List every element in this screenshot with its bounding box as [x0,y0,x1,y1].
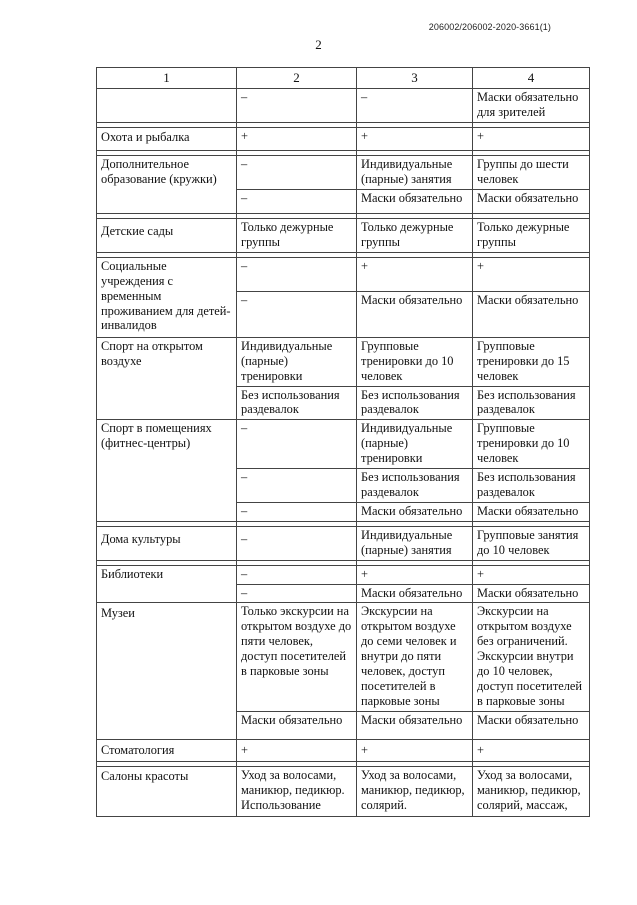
stage2-cell: – [237,291,357,337]
stage2-cell: – [237,584,357,603]
table-row [97,337,590,386]
stage2-cell: – [237,502,357,521]
stage3-cell: Без использования раздевалок [357,469,473,503]
column-header: 1 [97,68,237,89]
stage4-cell: + [473,565,590,584]
header-row [97,68,590,89]
stage2-cell: Без использования раздевалок [237,386,357,420]
stage3-cell: Маски обязательно [357,584,473,603]
stage4-cell: Маски обязательно [473,291,590,337]
stage2-cell: – [237,155,357,189]
category-cell: Музеи [97,603,237,739]
column-header: 2 [237,68,357,89]
stage3-cell: Маски обязательно [357,711,473,739]
stage4-cell: Групповые занятия до 10 человек [473,526,590,560]
stage2-cell: + [237,127,357,150]
stage4-cell: Маски обязательно для зрителей [473,89,590,123]
stage4-cell: Групповые тренировки до 15 человек [473,337,590,386]
stage3-cell: Экскурсии на открытом воздухе до семи человек и внутри до пяти человек, доступ посетителей в парковые зоны [357,603,473,711]
table-row [97,127,590,150]
category-cell: Салоны красоты [97,766,237,816]
category-cell: Детские сады [97,218,237,252]
stage4-cell: Уход за волосами, маникюр, педикюр, солярий, массаж, [473,766,590,816]
stage4-cell: + [473,127,590,150]
table-row [97,526,590,560]
table-row [97,603,590,711]
stage2-cell: Маски обязательно [237,711,357,739]
stage4-cell: + [473,257,590,291]
stage3-cell: Индивидуальные (парные) занятия [357,155,473,189]
stage3-cell: Групповые тренировки до 10 человек [357,337,473,386]
category-cell: Стоматология [97,739,237,761]
stage3-cell: Маски обязательно [357,189,473,213]
stage2-cell: Только экскурсии на открытом воздухе до пяти человек, доступ посетителей в парковые зоны [237,603,357,711]
stage4-cell: Маски обязательно [473,189,590,213]
stage4-cell: Без использования раздевалок [473,386,590,420]
category-cell: Социальные учреждения с временным проживанием для детей-инвалидов [97,257,237,337]
stage3-cell: Маски обязательно [357,291,473,337]
stage4-cell: Маски обязательно [473,584,590,603]
stage4-cell: Маски обязательно [473,711,590,739]
column-header: 4 [473,68,590,89]
category-cell: Дома культуры [97,526,237,560]
category-cell: Спорт в помещениях (фитнес-центры) [97,420,237,521]
stage4-cell: Группы до шести человек [473,155,590,189]
stage4-cell: Только дежурные группы [473,218,590,252]
stage2-cell: + [237,739,357,761]
stage3-cell: – [357,89,473,123]
stage3-cell: + [357,565,473,584]
stage4-cell: + [473,739,590,761]
stage4-cell: Без использования раздевалок [473,469,590,503]
stage4-cell: Маски обязательно [473,502,590,521]
restrictions-table [96,67,590,817]
stage3-cell: + [357,127,473,150]
stage2-cell: – [237,565,357,584]
stage3-cell: Без использования раздевалок [357,386,473,420]
stage3-cell: + [357,739,473,761]
stage3-cell: Уход за волосами, маникюр, педикюр, солярий. [357,766,473,816]
stage3-cell: Маски обязательно [357,502,473,521]
stage2-cell: – [237,526,357,560]
stage4-cell: Экскурсии на открытом воздухе без ограничений. Экскурсии внутри до 10 человек, доступ посетителей в парковые зоны [473,603,590,711]
document-id: 206002/206002-2020-3661(1) [428,22,551,32]
category-cell: Дополнительное образование (кружки) [97,155,237,213]
table-row [97,155,590,189]
stage3-cell: Индивидуальные (парные) занятия [357,526,473,560]
table-row [97,739,590,761]
stage3-cell: Только дежурные группы [357,218,473,252]
category-cell: Охота и рыбалка [97,127,237,150]
table-row [97,420,590,469]
stage2-cell: – [237,469,357,503]
table-row [97,766,590,816]
stage3-cell: Индивидуальные (парные) тренировки [357,420,473,469]
table-row [97,257,590,291]
page-number: 2 [315,37,322,52]
stage4-cell: Групповые тренировки до 10 человек [473,420,590,469]
stage2-cell: – [237,420,357,469]
stage2-cell: Уход за волосами, маникюр, педикюр. Использование [237,766,357,816]
category-cell: Библиотеки [97,565,237,603]
stage2-cell: Только дежурные группы [237,218,357,252]
category-cell: Спорт на открытом воздухе [97,337,237,420]
column-header: 3 [357,68,473,89]
stage3-cell: + [357,257,473,291]
table-row [97,218,590,252]
table-row [97,89,590,123]
table-row [97,565,590,584]
stage2-cell: – [237,89,357,123]
stage2-cell: – [237,189,357,213]
stage2-cell: Индивидуальные (парные) тренировки [237,337,357,386]
stage2-cell: – [237,257,357,291]
category-cell [97,89,237,123]
